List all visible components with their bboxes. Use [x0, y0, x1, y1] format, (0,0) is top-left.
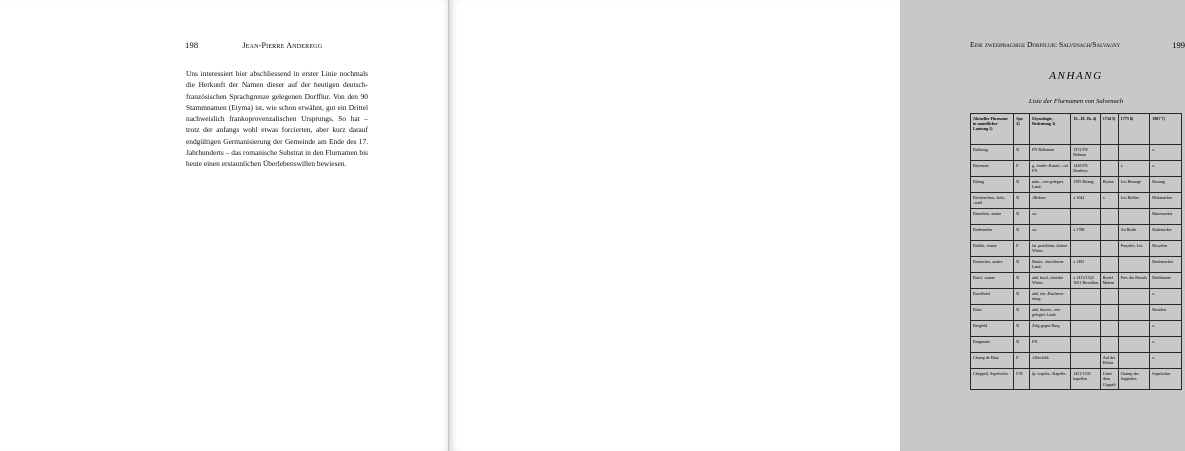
table-cell: ‹Oberfeld› [1030, 353, 1071, 369]
table-cell: Prés des Brouds [1118, 273, 1150, 289]
table-cell: x [1150, 321, 1182, 337]
column-header-0: Aktueller Flurname in mundlicher Lautung 1) [971, 114, 1014, 145]
table-cell [1100, 145, 1118, 161]
table-cell: Zelg gegen Burg [1030, 321, 1071, 337]
table-cell: Bifang [971, 177, 1014, 193]
column-header-4: 1734 5) [1100, 114, 1118, 145]
appendix-title: ANHANG [1049, 70, 1103, 82]
table-cell: Bodenacher [971, 225, 1014, 241]
table-header-row [971, 114, 1182, 145]
table-cell: Ballaoug [971, 145, 1014, 161]
table-cell: D [1014, 289, 1030, 305]
table-cell: x 1642 [1071, 193, 1101, 209]
table-cell [1071, 305, 1101, 321]
table-cell: Champ des Suppelies [1118, 369, 1150, 390]
table-cell: Les Bullies [1118, 193, 1150, 209]
table-row [971, 241, 1182, 257]
table-cell: x [1150, 145, 1182, 161]
table-cell: Broite, ‹brachfuren Land› [1030, 257, 1071, 273]
table-cell [1118, 145, 1150, 161]
table-cell [1118, 337, 1150, 353]
right-running-head: Eine zweisprachige Dorfflur: Salvenach/Salvagny [970, 40, 1121, 49]
table-cell: F [1014, 241, 1030, 257]
table-cell: Bösti [971, 305, 1014, 321]
table-cell [1100, 241, 1118, 257]
table-caption: Liste der Flurnamen von Salvenach [1028, 98, 1124, 105]
table-cell [1071, 353, 1101, 369]
table-cell: D [1014, 273, 1030, 289]
table-cell: Brülde, ‹matte [971, 241, 1014, 257]
table-cell [1071, 321, 1101, 337]
table-cell: sic [1030, 209, 1071, 225]
table-row [971, 145, 1182, 161]
table-cell: D [1014, 145, 1030, 161]
table-cell: x [1150, 289, 1182, 305]
table-cell [1118, 305, 1150, 321]
table-cell: D [1014, 321, 1030, 337]
table-cell: x [1100, 193, 1118, 209]
table-cell: D [1014, 225, 1030, 241]
table-cell: g. ‹brule-›Kunal‹-, od. FN [1030, 161, 1071, 177]
table-row [971, 193, 1182, 209]
table-cell: Breiel Matten [1100, 273, 1118, 289]
table-cell: fp. tcapela, ‹Kapelle› [1030, 369, 1071, 390]
table-cell: FN Ballaman [1030, 145, 1071, 161]
table-row [971, 257, 1182, 273]
table-cell: Broyelen [1150, 241, 1182, 257]
column-header-5: 1773 6) [1118, 114, 1150, 145]
table-cell: D [1014, 209, 1030, 225]
table-cell: mda., ‹ein-gelegtes Land› [1030, 177, 1071, 193]
table-cell: x 1413/1523 1651 Brouillon [1071, 273, 1101, 289]
table-cell: ahd. bioreis, ‹ein-gelegtes Land› [1030, 305, 1071, 321]
table-cell: F [1014, 353, 1030, 369]
table-cell: D [1014, 337, 1030, 353]
left-page [0, 0, 450, 451]
table-cell: ahd. bruil, ‹feuchte Wiese› [1030, 273, 1071, 289]
table-cell: sic [1030, 225, 1071, 241]
table-body [971, 145, 1182, 390]
table-row [971, 289, 1182, 305]
table-cell [1118, 321, 1150, 337]
table-cell [1100, 289, 1118, 305]
table-row [971, 177, 1182, 193]
table-cell: Birchenchen, ‹holz, ‹wald [971, 193, 1014, 209]
table-cell: Unter dem Cöppeli [1100, 369, 1118, 390]
table-cell: F [1014, 161, 1030, 177]
table-cell: D [1014, 257, 1030, 273]
table-row [971, 273, 1182, 289]
table-cell [1071, 337, 1101, 353]
column-header-1: Spr. 2) [1014, 114, 1030, 145]
table-cell: 1428 FN Donbeys [1071, 161, 1101, 177]
table-row [971, 369, 1182, 390]
table-row [971, 353, 1182, 369]
table-cell: D [1014, 177, 1030, 193]
table-cell: Auf der Höche [1100, 353, 1118, 369]
left-running-head: Jean-Pierre Anderegg [242, 41, 323, 50]
table-cell: ahd. riet ‹Bucherro-dung› [1030, 289, 1071, 305]
table-cell: Les Berange [1118, 177, 1150, 193]
table-row [971, 321, 1182, 337]
table-cell [1100, 321, 1118, 337]
table-cell [1100, 257, 1118, 273]
table-cell [1100, 209, 1118, 225]
table-cell: 1451/1535 kapellen [1071, 369, 1101, 390]
table-row [971, 209, 1182, 225]
left-page-header [185, 40, 405, 50]
table-cell: Bergfeld [971, 321, 1014, 337]
table-row [971, 161, 1182, 177]
table-cell [1100, 305, 1118, 321]
table-cell: FN [1030, 337, 1071, 353]
table-cell: F/D [1014, 369, 1030, 390]
table-cell: Bodenacker [1150, 225, 1182, 241]
table-cell [1071, 209, 1101, 225]
right-page [450, 0, 1185, 451]
table-cell: 1595 Bifang [1071, 177, 1101, 193]
left-body-paragraph: Uns interessiert hier abschliessend in erster Linie nochmals die Herkunft der Namen dieser auf der heutigen deutsch-französischen Sprachgrenze gelegenen Dorfflur. Von den 90 Stammnamen (Etyma) ist, wie schon erwähnt, gut ein Drittel nachweislich frankoprovenzalischen Ursprungs. So hat – trotz der anfangs wohl etwas forcierten, aber kurz darauf endgültigen Germanisierung der Gemeinde am Ende des 17. Jahrhunderts – das romanische Substrat in den Flurnamen bis heute einen erstaunlichen Überlebenswillen bewiesen. [186, 69, 368, 168]
table-cell: Breitenacker [1150, 257, 1182, 273]
table-cell: Bossdon [1150, 305, 1182, 321]
table-cell [1100, 161, 1118, 177]
table-cell: lat. pratellum, ‹kleine Wiese› [1030, 241, 1071, 257]
table-head [971, 114, 1182, 145]
table-cell: Bucelbriel [971, 289, 1014, 305]
table-cell: Bozang [1150, 177, 1182, 193]
table-cell: x [1150, 353, 1182, 369]
table-cell: Champ de Haut [971, 353, 1014, 369]
table-cell: 1572 FN Bolman [1071, 145, 1101, 161]
table-cell [1118, 289, 1150, 305]
table-cell: x 1481 [1071, 257, 1101, 273]
table-cell: Brücl, ‹matte [971, 273, 1014, 289]
table-cell [1071, 289, 1101, 305]
right-page-header [970, 40, 1185, 50]
right-folio-number: 199 [1172, 40, 1185, 50]
table-cell [1118, 353, 1150, 369]
column-header-3: 15.–18. Jh. 4) [1071, 114, 1101, 145]
table-cell: Chöppeli, Supelocker [971, 369, 1014, 390]
table-row [971, 225, 1182, 241]
table-cell: x [1150, 161, 1182, 177]
table-cell [1100, 337, 1118, 353]
table-cell: Prayeles, Les [1118, 241, 1150, 257]
table-cell [1071, 241, 1101, 257]
table-cell: ‹Birken› [1030, 193, 1071, 209]
table-row [971, 305, 1182, 321]
table-row [971, 337, 1182, 353]
table-cell: Burgmatte [971, 337, 1014, 353]
table-cell: Supelocker [1150, 369, 1182, 390]
table-cell [1118, 257, 1150, 273]
table-cell [1118, 209, 1150, 225]
table-cell: x 1788 [1071, 225, 1101, 241]
column-header-6: 1867 7) [1150, 114, 1182, 145]
table-cell: Binzenacker [1150, 209, 1182, 225]
table-cell: D [1014, 305, 1030, 321]
table-cell: Brühlmatte [1150, 273, 1182, 289]
table-cell: x [1118, 161, 1150, 177]
table-cell: x [1150, 337, 1182, 353]
table-cell [1100, 225, 1118, 241]
table-cell: D [1014, 193, 1030, 209]
table-cell: Binzelten, ‹matte [971, 209, 1014, 225]
left-folio-number: 198 [185, 40, 199, 50]
column-header-2: Etymologie, Bedeutung 3) [1030, 114, 1071, 145]
table-cell: Au Bodet [1118, 225, 1150, 241]
table-cell: Bivant [1100, 177, 1118, 193]
table-cell: Beymatte [971, 161, 1014, 177]
table-cell: Breitacher, ‹matte [971, 257, 1014, 273]
table-cell: Birkenacker [1150, 193, 1182, 209]
flurnamen-table [970, 113, 1182, 390]
